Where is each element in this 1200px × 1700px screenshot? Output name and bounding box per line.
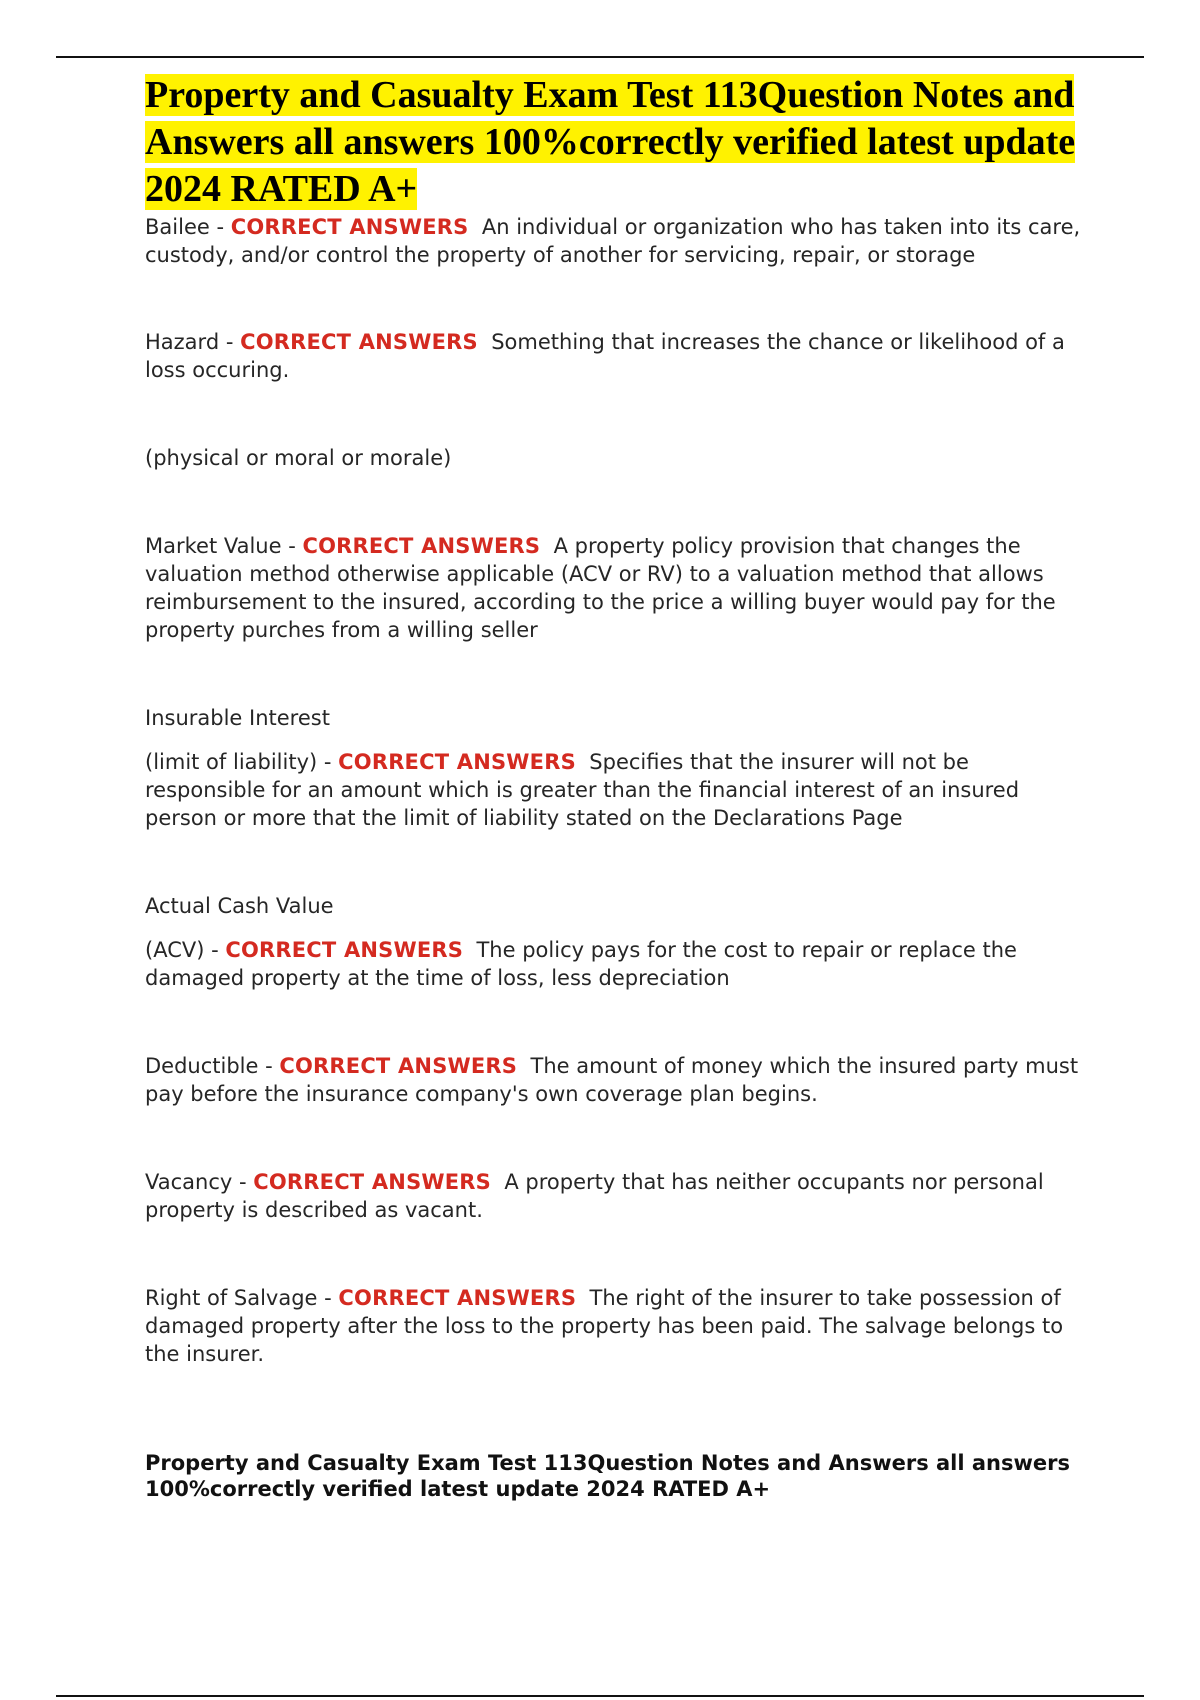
entry-insurable-interest (145, 704, 1085, 832)
entry-separator: - (258, 1054, 280, 1078)
correct-answers-flag: CORRECT ANSWERS (338, 1286, 577, 1310)
document-body (145, 72, 1085, 1502)
entry-market-value (145, 532, 1085, 644)
entry-heading: Insurable Interest (145, 706, 330, 730)
entry-note: (physical or moral or morale) (145, 446, 452, 470)
entry-term: Bailee (145, 215, 210, 239)
entry-deductible (145, 1052, 1085, 1108)
entry-term: Vacancy (145, 1170, 233, 1194)
document-title (145, 72, 1085, 213)
entry-term: (limit of liability) (145, 750, 318, 774)
entry-definition: Something that increases the chance or likelihood of a loss occuring. (145, 330, 1065, 382)
correct-answers-flag: CORRECT ANSWERS (225, 938, 464, 962)
entry-definition: The policy pays for the cost to repair or replace the damaged property at the time of loss, less depreciation (145, 938, 1017, 990)
top-rule (56, 56, 1144, 58)
correct-answers-flag: CORRECT ANSWERS (253, 1170, 492, 1194)
entry-definition: A property that has neither occupants nor personal property is described as vacant. (145, 1170, 1044, 1222)
entry-separator: - (219, 330, 241, 354)
correct-answers-flag: CORRECT ANSWERS (230, 215, 469, 239)
entry-term: Market Value (145, 534, 282, 558)
entry-term: (ACV) (145, 938, 205, 962)
entry-right-of-salvage (145, 1284, 1085, 1368)
entry-separator: - (317, 1286, 339, 1310)
entry-bailee (145, 213, 1085, 269)
entry-definition: The amount of money which the insured party must pay before the insurance company's own coverage plan begins. (145, 1054, 1079, 1106)
entry-term: Right of Salvage (145, 1286, 318, 1310)
entry-term: Deductible (145, 1054, 259, 1078)
correct-answers-flag: CORRECT ANSWERS (338, 750, 576, 774)
entry-separator: - (209, 215, 231, 239)
entry-separator: - (317, 750, 339, 774)
entry-definition: Specifies that the insurer will not be responsible for an amount which is greater than the financial interest of an insured person or more that the limit of liability stated on the Declarations Page (145, 750, 1020, 830)
entry-actual-cash-value (145, 892, 1085, 992)
entry-separator: - (204, 938, 226, 962)
entry-separator: - (281, 534, 303, 558)
footer-title: Property and Casualty Exam Test 113Question Notes and Answers all answers 100%correctly verified latest update 2024 RATED A+ (145, 1451, 1071, 1501)
entry-heading: Actual Cash Value (145, 894, 334, 918)
entry-definition: An individual or organization who has taken into its care, custody, and/or control the property of another for servicing, repair, or storage (145, 215, 1081, 267)
document-title-highlight: Property and Casualty Exam Test 113Question Notes and Answers all answers 100%correctly verified latest update 2024 RATED A+ (145, 74, 1076, 210)
correct-answers-flag: CORRECT ANSWERS (279, 1054, 518, 1078)
correct-answers-flag: CORRECT ANSWERS (302, 534, 541, 558)
correct-answers-flag: CORRECT ANSWERS (240, 330, 478, 354)
entry-separator: - (232, 1170, 254, 1194)
bottom-rule (56, 1695, 1144, 1697)
entry-definition: The right of the insurer to take possession of damaged property after the loss to the property has been paid. The salvage belongs to the insurer. (145, 1286, 1064, 1366)
entry-definition: A property policy provision that changes the valuation method otherwise applicable (ACV or RV) to a valuation method that allows reimbursement to the insured, according to the price a willing buyer would pay for the property purches from a willing seller (145, 534, 1056, 642)
entry-vacancy (145, 1168, 1085, 1224)
entry-term: Hazard (145, 330, 220, 354)
entry-hazard (145, 328, 1085, 472)
